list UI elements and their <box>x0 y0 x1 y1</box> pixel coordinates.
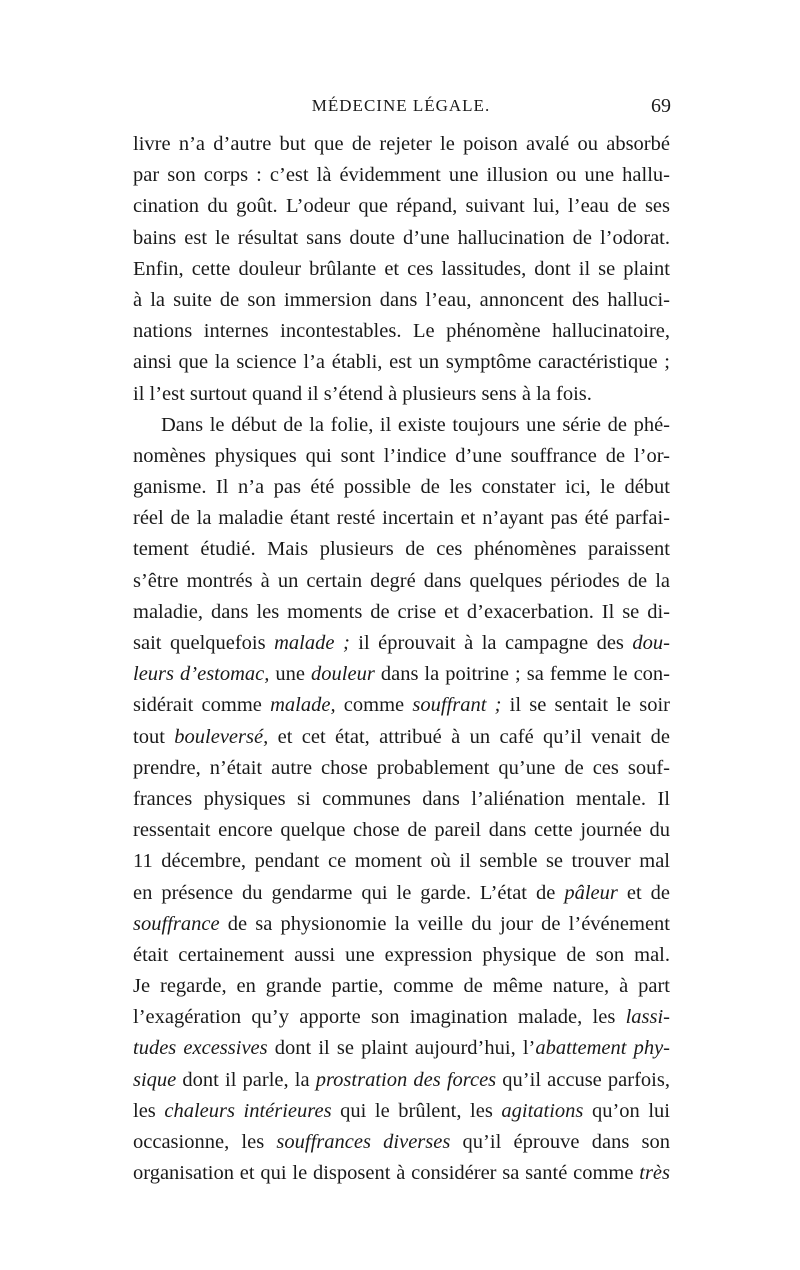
text-line <box>133 472 670 503</box>
text-line <box>133 1096 670 1127</box>
text-segment: une <box>269 663 312 686</box>
text-line <box>133 971 670 1002</box>
text-segment: nations internes incontestables. Le phénomène hallucinatoire, <box>133 320 670 343</box>
text-segment: frances physiques si communes dans l’aliénation mentale. Il <box>133 787 670 810</box>
text-segment: de sa physionomie la veille du jour de l’événement <box>219 912 670 935</box>
running-title: MÉDECINE LÉGALE. <box>311 96 491 115</box>
page-number: 69 <box>651 95 671 117</box>
text-segment: qu’on lui <box>583 1099 670 1122</box>
text-segment: bains est le résultat sans doute d’une hallucination de l’odorat. <box>133 226 670 249</box>
italic-segment: prostration des forces <box>315 1068 497 1091</box>
text-segment: réel de la maladie étant resté incertain et n’ayant pas été parfai- <box>133 507 670 530</box>
italic-segment: malade, <box>270 694 336 717</box>
italic-segment: souffrance <box>133 912 220 935</box>
text-segment: dont il se plaint aujourd’hui, l’ <box>267 1037 536 1060</box>
text-line <box>133 597 670 628</box>
text-segment: qu’il accuse parfois, <box>496 1068 670 1091</box>
text-segment: Je regarde, en grande partie, comme de même nature, à part <box>133 975 670 998</box>
text-segment: tement étudié. Mais plusieurs de ces phénomènes paraissent <box>133 538 670 561</box>
text-segment: était certainement aussi une expression physique de son mal. <box>133 943 670 966</box>
text-segment: prendre, n’était autre chose probablement qu’une de ces souf- <box>133 756 670 779</box>
text-line <box>133 722 670 753</box>
text-segment: à la suite de son immersion dans l’eau, annoncent des halluci- <box>133 288 670 311</box>
text-line <box>133 909 670 940</box>
text-line <box>133 379 670 410</box>
italic-segment: souffrances diverses <box>276 1131 451 1153</box>
text-segment: sait quelquefois <box>133 632 275 654</box>
text-line <box>133 534 670 565</box>
text-segment: qui le brûlent, les <box>331 1099 502 1122</box>
text-segment: ganisme. Il n’a pas été possible de les constater ici, le début <box>133 476 670 499</box>
italic-segment: douleur <box>311 663 375 686</box>
text-segment: occasionne, les <box>133 1131 277 1153</box>
italic-segment: dou- <box>632 632 670 654</box>
text-line <box>133 659 670 690</box>
text-segment: tout <box>133 725 175 748</box>
italic-segment: abattement phy- <box>535 1037 671 1060</box>
text-segment: il éprouvait à la campagne des <box>349 632 633 654</box>
italic-segment: tudes excessives <box>133 1037 268 1060</box>
text-line <box>133 753 670 784</box>
text-segment: nomènes physiques qui sont l’indice d’une souffrance de l’or- <box>133 444 670 467</box>
text-segment: en présence du gendarme qui le garde. L’état de <box>133 881 565 904</box>
italic-segment: sique <box>133 1068 177 1091</box>
text-segment: cination du goût. L’odeur que répand, suivant lui, l’eau de ses <box>133 195 670 218</box>
italic-segment: malade ; <box>274 632 350 654</box>
text-segment: organisation et qui le disposent à considérer sa santé comme <box>133 1162 640 1185</box>
text-line <box>133 441 670 472</box>
text-segment: l’exagération qu’y apporte son imagination malade, les <box>133 1006 626 1029</box>
text-segment: comme <box>335 694 413 717</box>
text-line <box>133 690 670 721</box>
text-line <box>133 410 670 441</box>
text-line <box>133 285 670 316</box>
text-line <box>133 191 670 222</box>
text-line <box>133 1033 670 1064</box>
text-line <box>133 316 670 347</box>
italic-segment: lassi- <box>625 1006 670 1029</box>
text-line <box>133 1158 670 1189</box>
text-segment: qu’il éprouve dans son <box>450 1131 670 1153</box>
text-segment: sidérait comme <box>133 694 271 717</box>
text-line <box>133 846 670 877</box>
text-segment: ressentait encore quelque chose de pareil dans cette journée du <box>133 819 670 842</box>
italic-segment: souffrant ; <box>412 694 502 717</box>
text-segment: Enfin, cette douleur brûlante et ces lassitudes, dont il se plaint <box>133 257 670 280</box>
text-line <box>133 566 670 597</box>
text-segment: par son corps : c’est là évidemment une illusion ou une hallu- <box>133 164 670 187</box>
text-line <box>133 254 670 285</box>
text-segment: il se sentait le soir <box>501 694 670 717</box>
text-segment: livre n’a d’autre but que de rejeter le poison avalé ou absorbé <box>133 133 670 155</box>
text-segment: dans la poitrine ; sa femme le con- <box>374 663 670 686</box>
text-line <box>133 815 670 846</box>
text-segment: 11 décembre, pendant ce moment où il semble se trouver mal <box>133 850 670 873</box>
text-line <box>133 1002 670 1033</box>
text-line <box>133 347 670 378</box>
text-line <box>133 784 670 815</box>
italic-segment: chaleurs intérieures <box>164 1099 332 1122</box>
italic-segment: bouleversé, <box>174 725 269 748</box>
italic-segment: agitations <box>501 1099 584 1122</box>
text-line <box>133 878 670 909</box>
italic-segment: leurs d’estomac, <box>133 663 270 686</box>
text-line <box>133 223 670 254</box>
text-segment: et de <box>617 881 670 904</box>
text-segment: les <box>133 1099 165 1122</box>
text-segment: dont il parle, la <box>176 1068 316 1091</box>
text-line <box>133 940 670 971</box>
text-line <box>133 1127 670 1158</box>
running-head <box>131 96 671 120</box>
text-line <box>133 503 670 534</box>
text-line <box>133 628 670 659</box>
text-segment: Dans le début de la folie, il existe toujours une série de phé- <box>161 413 670 436</box>
text-segment: maladie, dans les moments de crise et d’exacerbation. Il se di- <box>133 600 670 623</box>
italic-segment: très <box>639 1162 670 1185</box>
italic-segment: pâleur <box>564 881 618 904</box>
body-text <box>133 129 670 1189</box>
text-line <box>133 1065 670 1096</box>
text-segment: s’être montrés à un certain degré dans quelques périodes de la <box>133 569 670 592</box>
text-line <box>133 129 670 160</box>
text-segment: il l’est surtout quand il s’étend à plusieurs sens à la fois. <box>133 382 592 405</box>
text-segment: et cet état, attribué à un café qu’il venait de <box>268 725 670 748</box>
text-line <box>133 160 670 191</box>
text-segment: ainsi que la science l’a établi, est un symptôme caractéristique ; <box>133 351 670 374</box>
